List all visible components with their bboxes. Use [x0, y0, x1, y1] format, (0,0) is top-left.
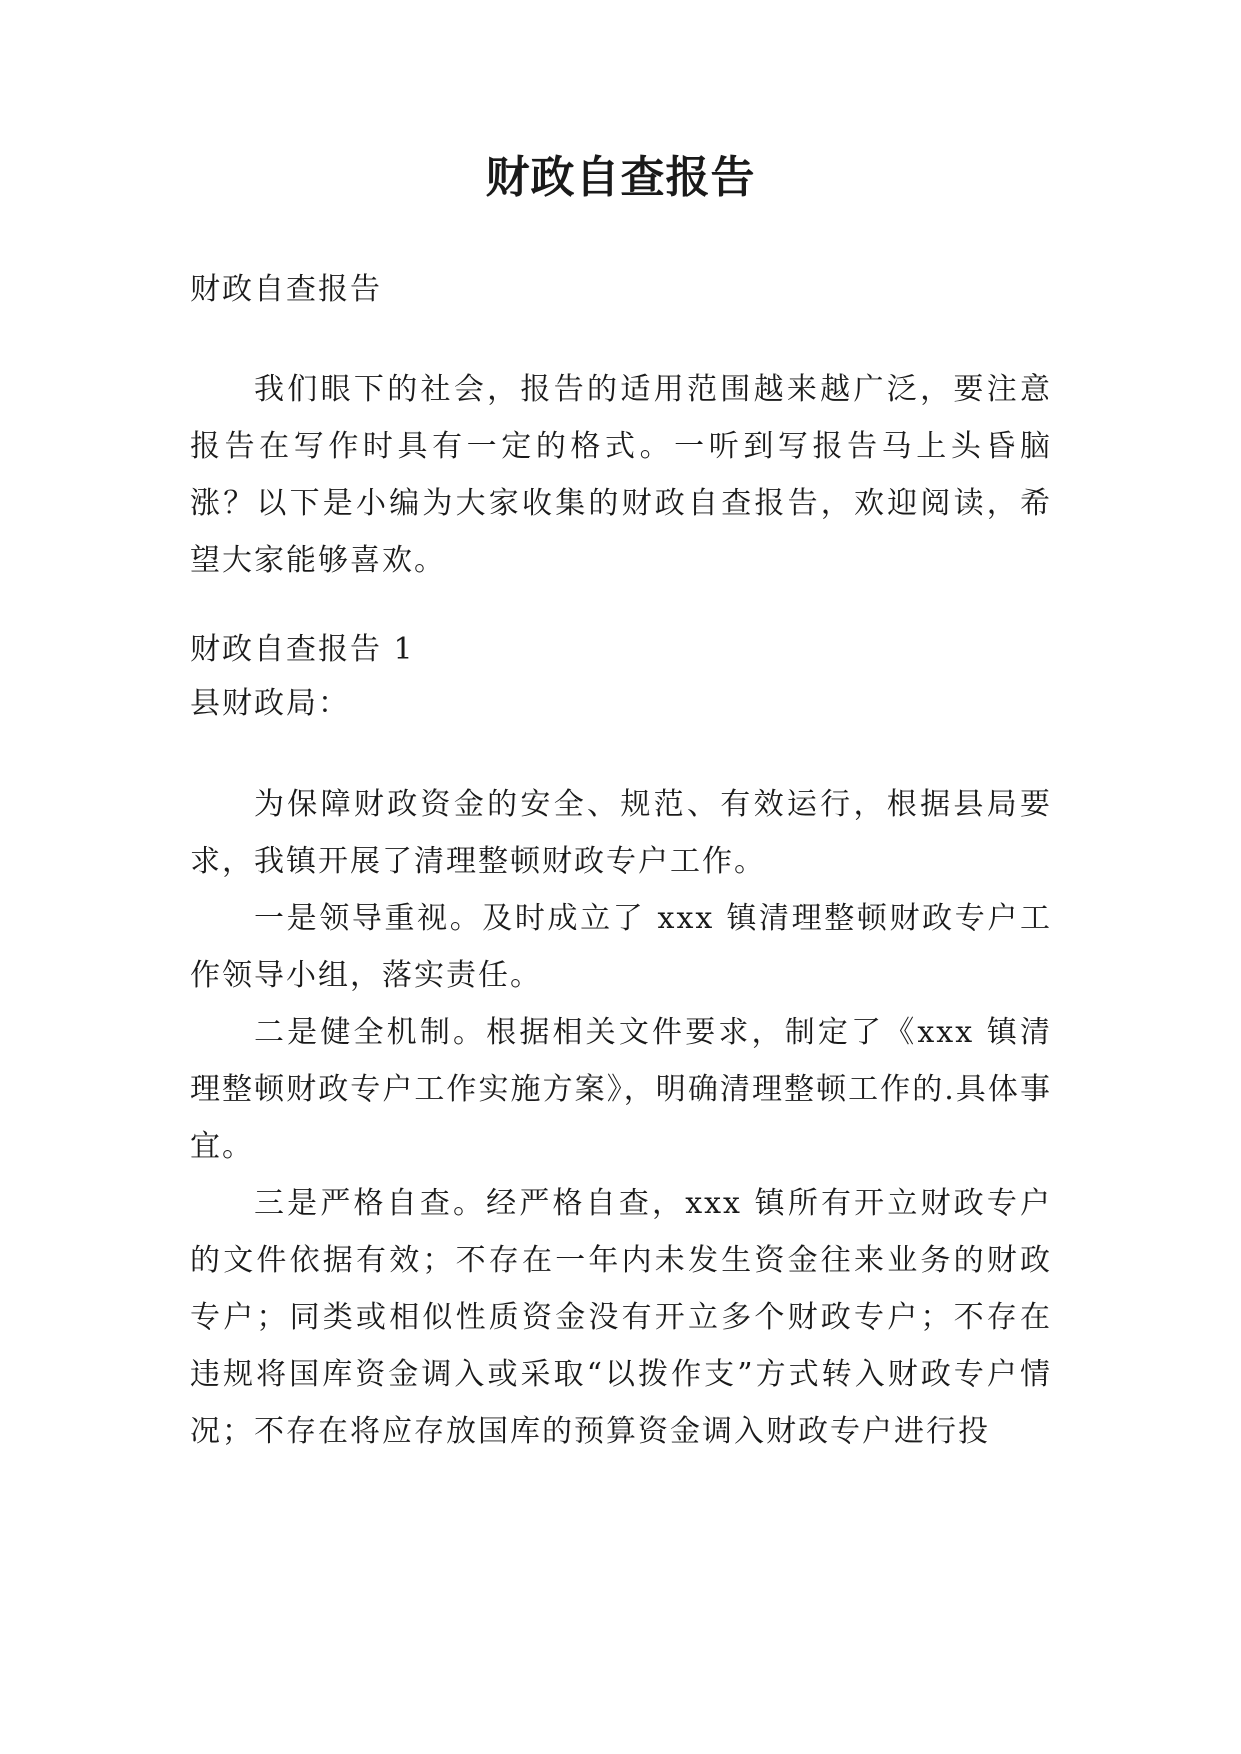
document-title: 财政自查报告 — [485, 152, 756, 203]
body-paragraph: 一是领导重视。及时成立了 xxx 镇清理整顿财政专户工作领导小组，落实责任。 — [190, 901, 1052, 993]
section-heading: 财政自查报告 1 — [190, 632, 415, 667]
body-paragraph: 三是严格自查。经严格自查，xxx 镇所有开立财政专户的文件依据有效；不存在一年内未发生资金往来业务的财政专户；同类或相似性质资金没有开立多个财政专户；不存在违规将国库资金调入或采取“以拨作支”方式转入财政专户情况；不存在将应存放国库的预算资金调入财政专户进行投 — [190, 1186, 1052, 1449]
intro-paragraph: 我们眼下的社会，报告的适用范围越来越广泛，要注意报告在写作时具有一定的格式。一听到写报告马上头昏脑涨？以下是小编为大家收集的财政自查报告，欢迎阅读，希望大家能够喜欢。 — [190, 372, 1052, 578]
document-subtitle: 财政自查报告 — [190, 272, 382, 307]
body-paragraph: 二是健全机制。根据相关文件要求，制定了《xxx 镇清理整顿财政专户工作实施方案》，明确清理整顿工作的.具体事宜。 — [190, 1015, 1052, 1164]
body-paragraphs — [190, 776, 1052, 1460]
addressee: 县财政局： — [190, 686, 350, 721]
body-paragraph: 为保障财政资金的安全、规范、有效运行，根据县局要求，我镇开展了清理整顿财政专户工作。 — [190, 787, 1052, 879]
